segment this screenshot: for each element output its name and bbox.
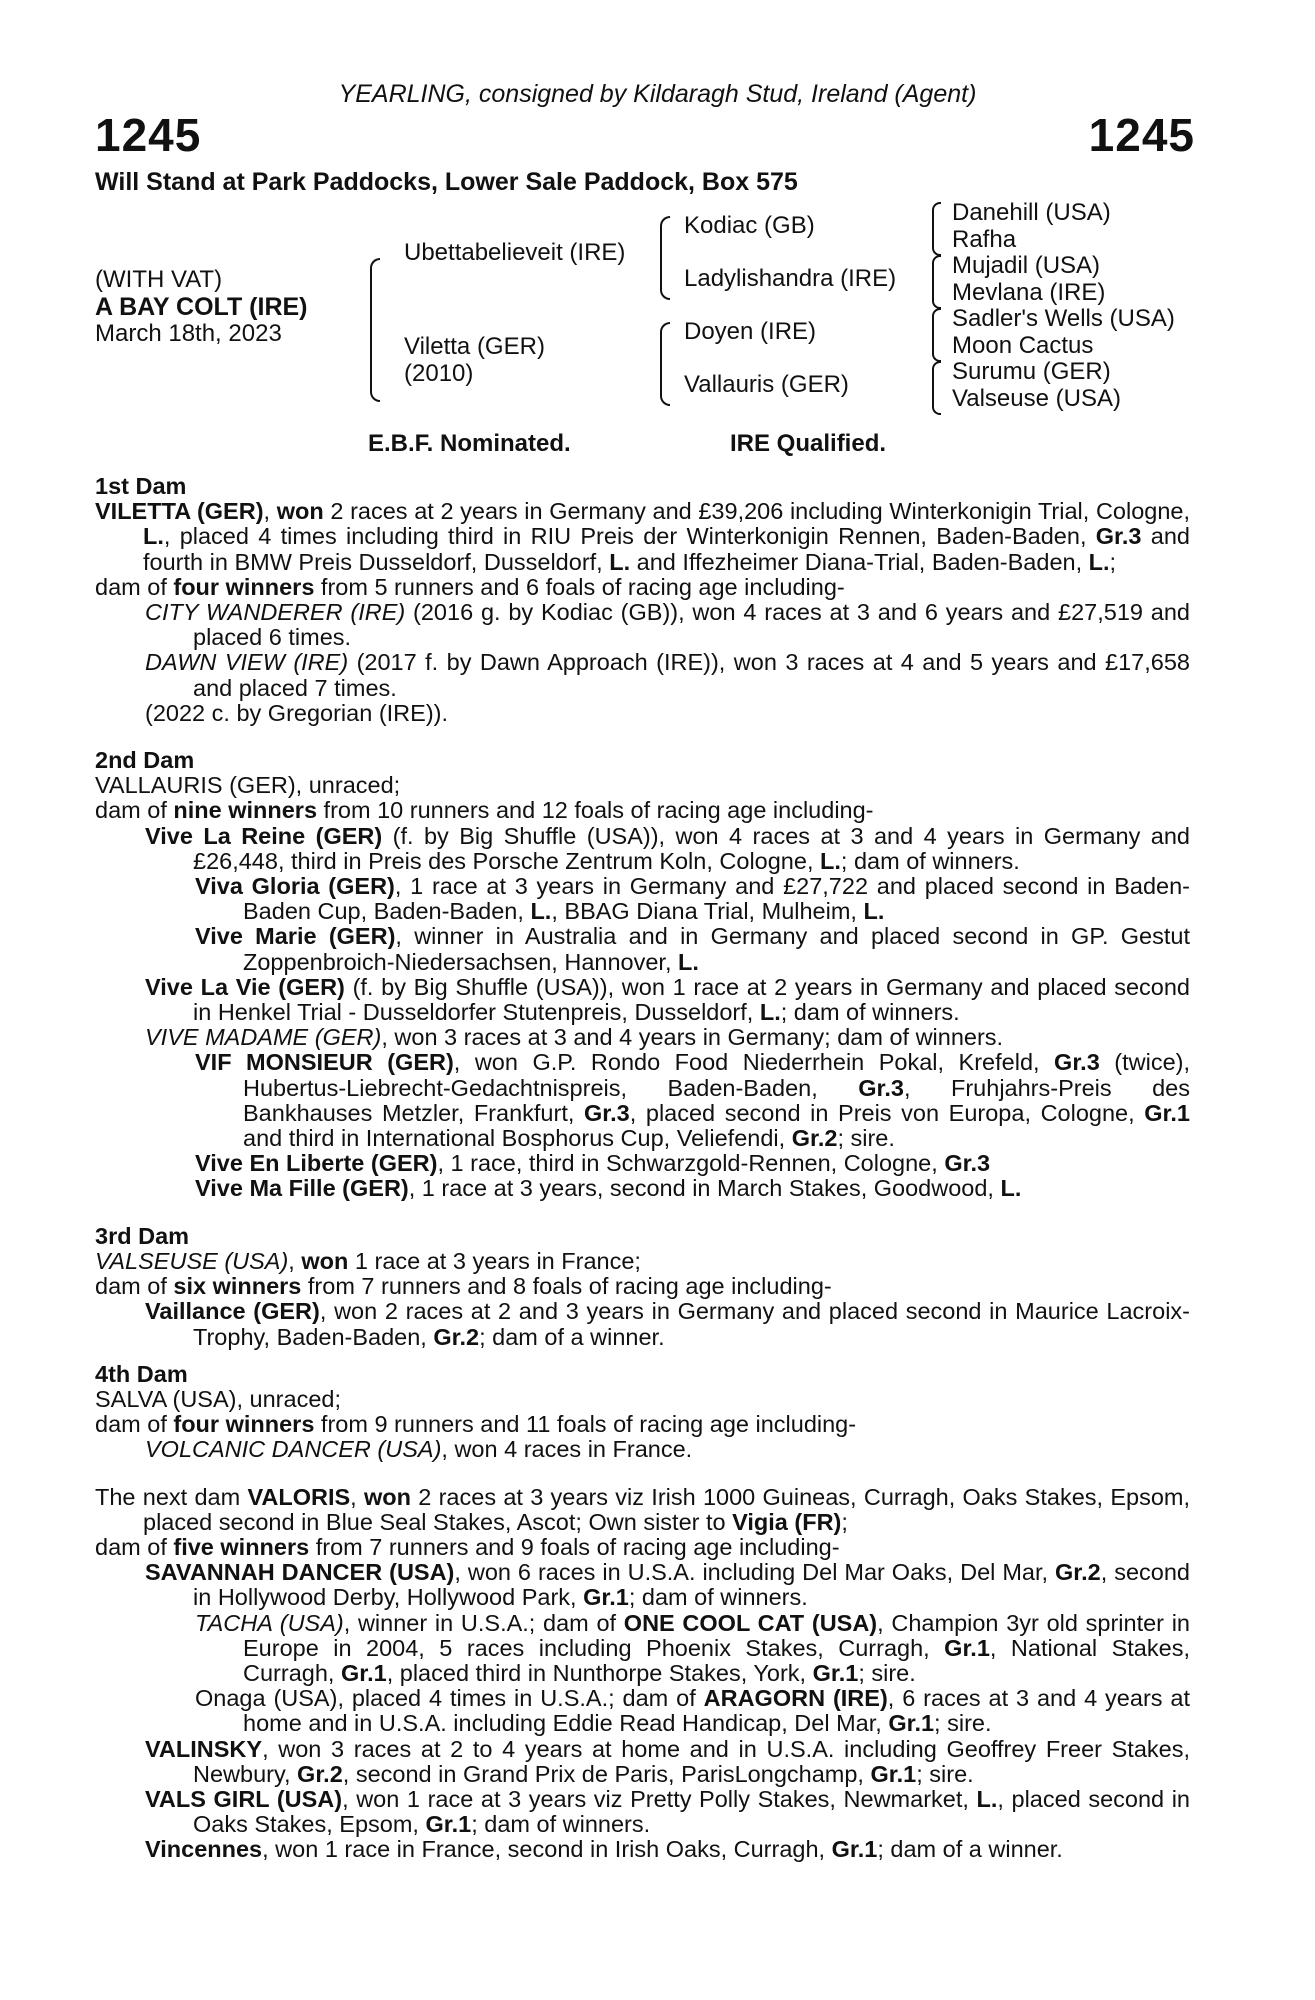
pedigree-brace-main <box>370 258 380 402</box>
pedigree-dam-year: (2010) <box>404 360 474 387</box>
pedigree-ggp-8: Valseuse (USA) <box>952 385 1121 412</box>
pedigree-ggp-5: Sadler's Wells (USA) <box>952 305 1175 332</box>
next-dam-entry-4: VALINSKY, won 3 races at 2 to 4 years at home and in U.S.A. including Geoffrey Freer Stakes, Newbury, Gr.2, second in Grand Prix de Paris, ParisLongchamp, Gr.1; sire. <box>145 1735 1190 1787</box>
pedigree-brace-sire <box>660 216 670 300</box>
pedigree-ggp-7: Surumu (GER) <box>952 358 1111 385</box>
pedigree-brace-ggp-4 <box>932 361 941 415</box>
ire-qualified: IRE Qualified. <box>730 430 887 457</box>
fourth-dam-produce-summary: dam of four winners from 9 runners and 11 foals of racing age including- <box>95 1411 857 1438</box>
pedigree-ggp-1: Danehill (USA) <box>952 199 1111 226</box>
pedigree-ggp-2: Rafha <box>952 226 1017 253</box>
second-dam-entry-5: VIVE MADAME (GER), won 3 races at 3 and 4 years in Germany; dam of winners. <box>145 1024 1004 1051</box>
pedigree-ggp-6: Moon Cactus <box>952 332 1094 359</box>
next-dam-produce-summary: dam of five winners from 7 runners and 9 foals of racing age including- <box>95 1533 840 1560</box>
next-dam-entry-2: TACHA (USA), winner in U.S.A.; dam of ONE COOL CAT (USA), Champion 3yr old sprinter in Europe in 2004, 5 races including Phoenix Stakes, Curragh, Gr.1, National Stakes, Curragh, Gr.1, placed third in Nunthorpe Stakes, York, Gr.1; sire. <box>195 1609 1190 1686</box>
pedigree-brace-ggp-2 <box>932 255 941 309</box>
fourth-dam-name: SALVA (USA), unraced; <box>95 1385 341 1412</box>
pedigree-brace-ggp-1 <box>932 202 941 256</box>
pedigree-sire: Ubettabelieveit (IRE) <box>404 239 626 266</box>
fourth-dam-entry-1: VOLCANIC DANCER (USA), won 4 races in France. <box>145 1436 693 1463</box>
first-dam-record: VILETTA (GER), won 2 races at 2 years in Germany and £39,206 including Winterkonigin Trial, Cologne, L., placed 4 times including third in RIU Preis der Winterkonigin Rennen, Baden-Baden, Gr.3 and fourth in BMW Preis Dusseldorf, Dusseldorf, L. and Iffezheimer Diana-Trial, Baden-Baden, L.; <box>95 498 1191 575</box>
first-dam-won: won <box>276 498 324 525</box>
pedigree-ggp-3: Mujadil (USA) <box>952 252 1101 279</box>
pedigree-dam: Viletta (GER) <box>404 333 545 360</box>
fourth-dam-heading: 4th Dam <box>95 1360 188 1387</box>
second-dam-entry-2: Viva Gloria (GER), 1 race at 3 years in Germany and £27,722 and placed second in Baden-Baden Cup, Baden-Baden, L., BBAG Diana Trial, Mulheim, L. <box>195 873 1190 925</box>
third-dam-record: VALSEUSE (USA), won 1 race at 3 years in France; <box>95 1247 641 1274</box>
second-dam-entry-4: Vive La Vie (GER) (f. by Big Shuffle (USA)), won 1 race at 2 years in Germany and placed second in Henkel Trial - Dusseldorfer Stutenpreis, Dusseldorf, L.; dam of winners. <box>145 973 1191 1026</box>
pedigree-sire-dam: Ladylishandra (IRE) <box>684 265 897 292</box>
third-dam-entry-1: Vaillance (GER), won 2 races at 2 and 3 years in Germany and placed second in Maurice Lacroix-Trophy, Baden-Baden, Gr.2; dam of a winner. <box>145 1298 1190 1350</box>
first-dam-name: VILETTA (GER) <box>95 498 264 525</box>
pedigree-ggp-4: Mevlana (IRE) <box>952 279 1106 306</box>
ebf-nominated: E.B.F. Nominated. <box>368 430 571 457</box>
first-dam-foal-1: CITY WANDERER (IRE) (2016 g. by Kodiac (GB)), won 4 races at 3 and 6 years and £27,519 and placed 6 times. <box>145 599 1190 651</box>
second-dam-name: VALLAURIS (GER), unraced; <box>95 772 401 799</box>
horse-name: A BAY COLT (IRE) <box>95 293 308 321</box>
stand-location: Will Stand at Park Paddocks, Lower Sale Paddock, Box 575 <box>95 168 798 196</box>
foaling-date: March 18th, 2023 <box>95 320 282 347</box>
second-dam-produce-summary: dam of nine winners from 10 runners and 12 foals of racing age including- <box>95 797 874 824</box>
third-dam-produce-summary: dam of six winners from 7 runners and 8 foals of racing age including- <box>95 1273 832 1300</box>
pedigree-sire-sire: Kodiac (GB) <box>684 212 815 239</box>
pedigree-brace-dam <box>660 322 670 406</box>
second-dam-entry-1: Vive La Reine (GER) (f. by Big Shuffle (USA)), won 4 races at 3 and 4 years in Germany and £26,448, third in Preis des Porsche Zentrum Koln, Cologne, L.; dam of winners. <box>145 822 1191 874</box>
vat-label: (WITH VAT) <box>95 266 223 293</box>
second-dam-entry-6: VIF MONSIEUR (GER), won G.P. Rondo Food Niederrhein Pokal, Krefeld, Gr.3 (twice), Hubertus-Liebrecht-Gedachtnispreis, Baden-Baden, Gr.3, Fruhjahrs-Preis des Bankhauses Metzler, Frankfurt, Gr.3, placed second in Preis von Europa, Cologne, Gr.1 and third in International Bosphorus Cup, Veliefendi, Gr.2; sire. <box>195 1049 1191 1152</box>
catalogue-body <box>95 474 1190 1863</box>
next-dam-entry-6: Vincennes, won 1 race in France, second in Irish Oaks, Curragh, Gr.1; dam of a winner. <box>145 1836 1063 1863</box>
second-dam-entry-8: Vive Ma Fille (GER), 1 race at 3 years, second in March Stakes, Goodwood, L. <box>195 1175 1022 1202</box>
second-dam-heading: 2nd Dam <box>95 747 195 774</box>
pedigree-brace-ggp-3 <box>932 308 941 362</box>
pedigree-dam-dam: Vallauris (GER) <box>684 371 849 398</box>
first-dam-heading: 1st Dam <box>95 473 187 499</box>
third-dam-heading: 3rd Dam <box>95 1222 190 1249</box>
second-dam-entry-7: Vive En Liberte (GER), 1 race, third in Schwarzgold-Rennen, Cologne, Gr.3 <box>195 1150 991 1177</box>
first-dam-foal-3: (2022 c. by Gregorian (IRE)). <box>145 699 448 726</box>
second-dam-entry-3: Vive Marie (GER), winner in Australia and in Germany and placed second in GP. Gestut Zoppenbroich-Niedersachsen, Hannover, L. <box>195 923 1190 975</box>
next-dam-entry-1: SAVANNAH DANCER (USA), won 6 races in U.S.A. including Del Mar Oaks, Del Mar, Gr.2, second in Hollywood Derby, Hollywood Park, Gr.1; dam of winners. <box>145 1559 1190 1611</box>
next-dam-record: The next dam VALORIS, won 2 races at 3 years viz Irish 1000 Guineas, Curragh, Oaks Stakes, Epsom, placed second in Blue Seal Stakes, Ascot; Own sister to Vigia (FR); <box>95 1483 1190 1535</box>
lot-number-left: 1245 <box>95 109 202 161</box>
next-dam-entry-5: VALS GIRL (USA), won 1 race at 3 years viz Pretty Polly Stakes, Newmarket, L., placed second in Oaks Stakes, Epsom, Gr.1; dam of winners. <box>145 1785 1191 1838</box>
pedigree-dam-sire: Doyen (IRE) <box>684 318 817 345</box>
next-dam-entry-3: Onaga (USA), placed 4 times in U.S.A.; dam of ARAGORN (IRE), 6 races at 3 and 4 years at home and in U.S.A. including Eddie Read Handicap, Del Mar, Gr.1; sire. <box>195 1685 1191 1737</box>
first-dam-foal-2: DAWN VIEW (IRE) (2017 f. by Dawn Approach (IRE)), won 3 races at 4 and 5 years and £17,658 and placed 7 times. <box>145 649 1190 701</box>
consignment-line: YEARLING, consigned by Kildaragh Stud, Ireland (Agent) <box>338 80 977 108</box>
first-dam-produce-summary: dam of four winners from 5 runners and 6 foals of racing age including- <box>95 573 845 600</box>
lot-number-right: 1245 <box>1088 109 1195 161</box>
